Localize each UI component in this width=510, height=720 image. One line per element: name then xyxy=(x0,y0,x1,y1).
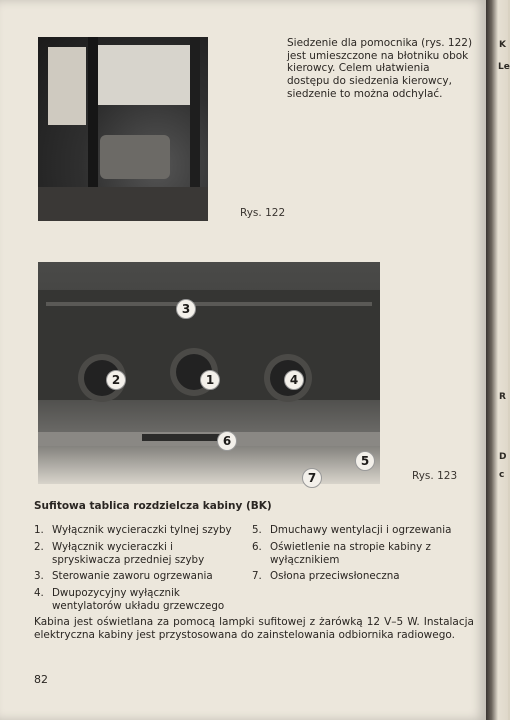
list-item: 4. Dwupozycyjny wyłącznik wentylatorów układu grzewczego xyxy=(34,587,225,612)
body-paragraph: Kabina jest oświetlana za pomocą lampki sufitowej z żarówką 12 V–5 W. Instalacja elektryczna kabiny jest przystosowana do zainstelowania odbiornika radiowego. xyxy=(34,616,474,641)
callout-3: 3 xyxy=(176,299,196,319)
list-item: 7. Osłona przeciwsłoneczna xyxy=(252,570,400,583)
list-item: 6. Oświetlenie na stropie kabiny z wyłącznikiem xyxy=(252,540,431,566)
list-item: 5. Dmuchawy wentylacji i ogrzewania xyxy=(252,524,452,536)
edge-fragment: D xyxy=(499,452,507,462)
page-number: 82 xyxy=(34,673,48,686)
callout-7: 7 xyxy=(302,468,322,488)
next-page-edge xyxy=(486,0,508,720)
callout-5: 5 xyxy=(355,451,375,471)
list-item: 1. Wyłącznik wycieraczki tylnej szyby xyxy=(34,524,232,536)
callout-2: 2 xyxy=(106,370,126,390)
list-item: 3. Sterowanie zaworu ogrzewania xyxy=(34,570,213,583)
callout-4: 4 xyxy=(284,370,304,390)
edge-fragment: K xyxy=(499,40,506,50)
fig122-caption: Rys. 122 xyxy=(240,207,286,219)
section-heading: Sufitowa tablica rozdzielcza kabiny (BK) xyxy=(34,500,272,512)
fig123-caption: Rys. 123 xyxy=(412,470,458,482)
callout-1: 1 xyxy=(200,370,220,390)
legend-right xyxy=(252,524,472,587)
callout-6: 6 xyxy=(217,431,237,451)
fig122-description: Siedzenie dla pomocnika (rys. 122) jest umieszczone na błotniku obok kierowcy. Celem ułatwienia dostępu do siedzenia kierowcy, siedzenie to można odchylać. xyxy=(287,37,473,100)
list-item: 2. Wyłącznik wycieraczki i spryskiwacza przedniej szyby xyxy=(34,540,205,566)
edge-fragment: c xyxy=(499,470,505,480)
cabin-seat-photo xyxy=(38,37,208,221)
legend-left xyxy=(34,524,244,617)
edge-fragment: R xyxy=(499,392,506,402)
edge-fragment: Le xyxy=(498,62,510,72)
